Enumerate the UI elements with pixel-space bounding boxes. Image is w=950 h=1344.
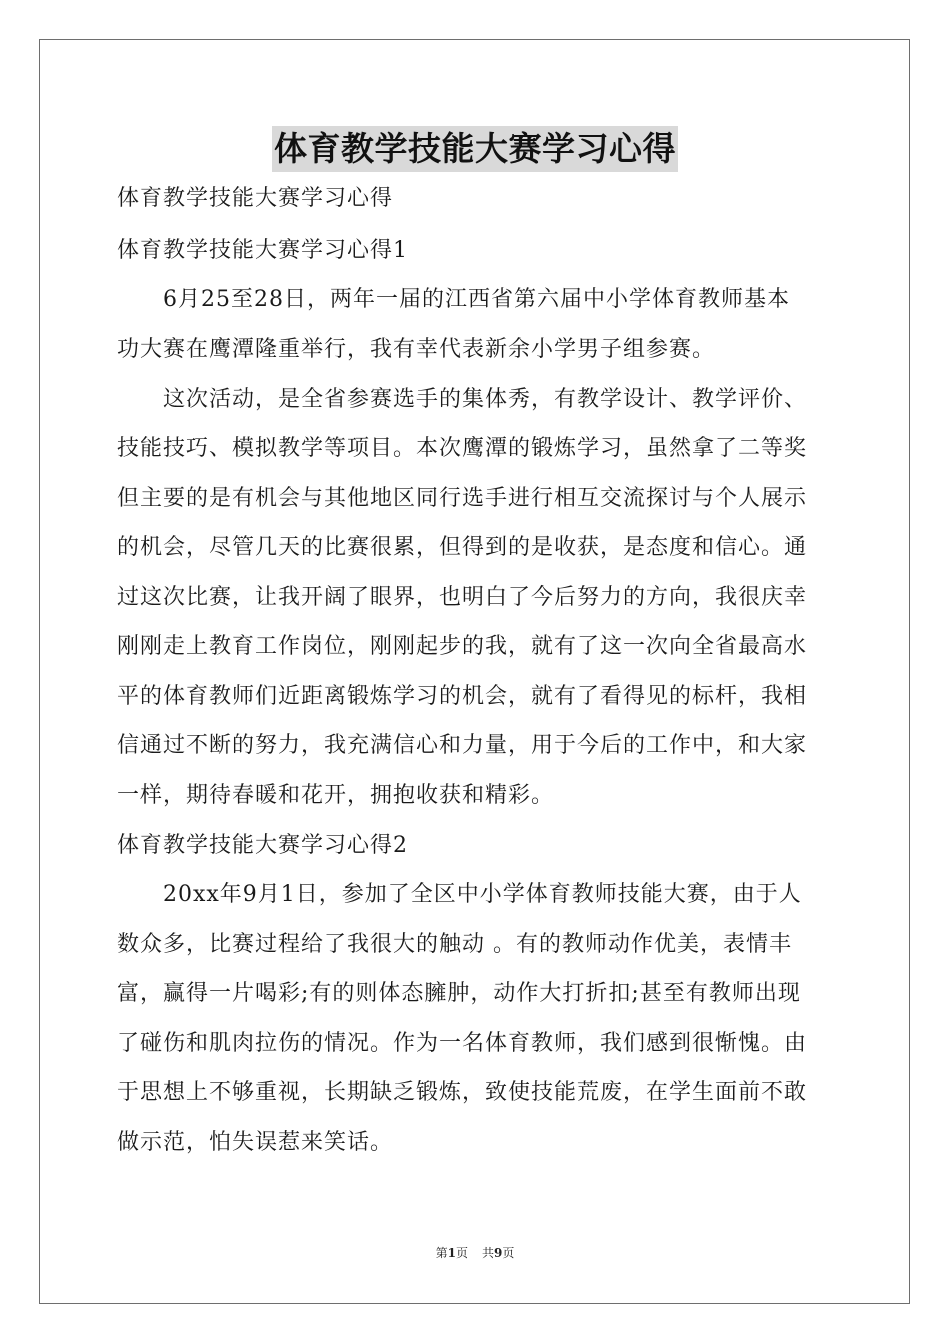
paragraph-line: 数众多，比赛过程给了我很大的触动 。有的教师动作优美，表情丰 bbox=[117, 932, 792, 957]
subtitle-line: 体育教学技能大赛学习心得 bbox=[117, 186, 394, 211]
total-prefix: 共 bbox=[482, 1246, 495, 1260]
section-heading-1: 体育教学技能大赛学习心得1 bbox=[117, 238, 408, 263]
paragraph-line: 于思想上不够重视，长期缺乏锻炼，致使技能荒废，在学生面前不敢 bbox=[117, 1080, 808, 1105]
page-number: 1 bbox=[447, 1246, 456, 1260]
paragraph-line: 的机会，尽管几天的比赛很累，但得到的是收获，是态度和信心。通 bbox=[117, 535, 808, 560]
paragraph-line: 平的体育教师们近距离锻炼学习的机会，就有了看得见的标杆，我相 bbox=[117, 684, 808, 709]
title-container bbox=[0, 126, 950, 172]
paragraph-line: 刚刚走上教育工作岗位，刚刚起步的我，就有了这一次向全省最高水 bbox=[117, 634, 808, 659]
paragraph-line: 做示范，怕失误惹来笑话。 bbox=[117, 1130, 394, 1155]
document-title: 体育教学技能大赛学习心得 bbox=[272, 126, 678, 172]
paragraph-line: 一样，期待春暖和花开，拥抱收获和精彩。 bbox=[117, 783, 555, 808]
paragraph-line: 过这次比赛，让我开阔了眼界，也明白了今后努力的方向，我很庆幸 bbox=[117, 585, 808, 610]
paragraph-line: 6月25至28日，两年一届的江西省第六届中小学体育教师基本 bbox=[117, 287, 790, 312]
page-suffix: 页 bbox=[455, 1246, 468, 1260]
page-border bbox=[39, 39, 910, 1304]
total-suffix: 页 bbox=[502, 1246, 515, 1260]
paragraph-line: 技能技巧、模拟教学等项目。本次鹰潭的锻炼学习，虽然拿了二等奖 bbox=[117, 436, 808, 461]
paragraph-line: 20xx年9月1日，参加了全区中小学体育教师技能大赛，由于人 bbox=[117, 882, 802, 907]
page-prefix: 第 bbox=[435, 1246, 448, 1260]
paragraph-line: 这次活动，是全省参赛选手的集体秀，有教学设计、教学评价、 bbox=[117, 387, 808, 412]
paragraph-line: 富，赢得一片喝彩;有的则体态臃肿，动作大打折扣;甚至有教师出现 bbox=[117, 981, 801, 1006]
section-heading-2: 体育教学技能大赛学习心得2 bbox=[117, 833, 408, 858]
total-pages: 9 bbox=[494, 1246, 503, 1260]
paragraph-line: 信通过不断的努力，我充满信心和力量，用于今后的工作中，和大家 bbox=[117, 733, 808, 758]
paragraph-line: 了碰伤和肌肉拉伤的情况。作为一名体育教师，我们感到很惭愧。由 bbox=[117, 1031, 808, 1056]
page-footer bbox=[0, 1245, 950, 1261]
paragraph-line: 功大赛在鹰潭隆重举行，我有幸代表新余小学男子组参赛。 bbox=[117, 337, 716, 362]
paragraph-line: 但主要的是有机会与其他地区同行选手进行相互交流探讨与个人展示 bbox=[117, 486, 808, 511]
